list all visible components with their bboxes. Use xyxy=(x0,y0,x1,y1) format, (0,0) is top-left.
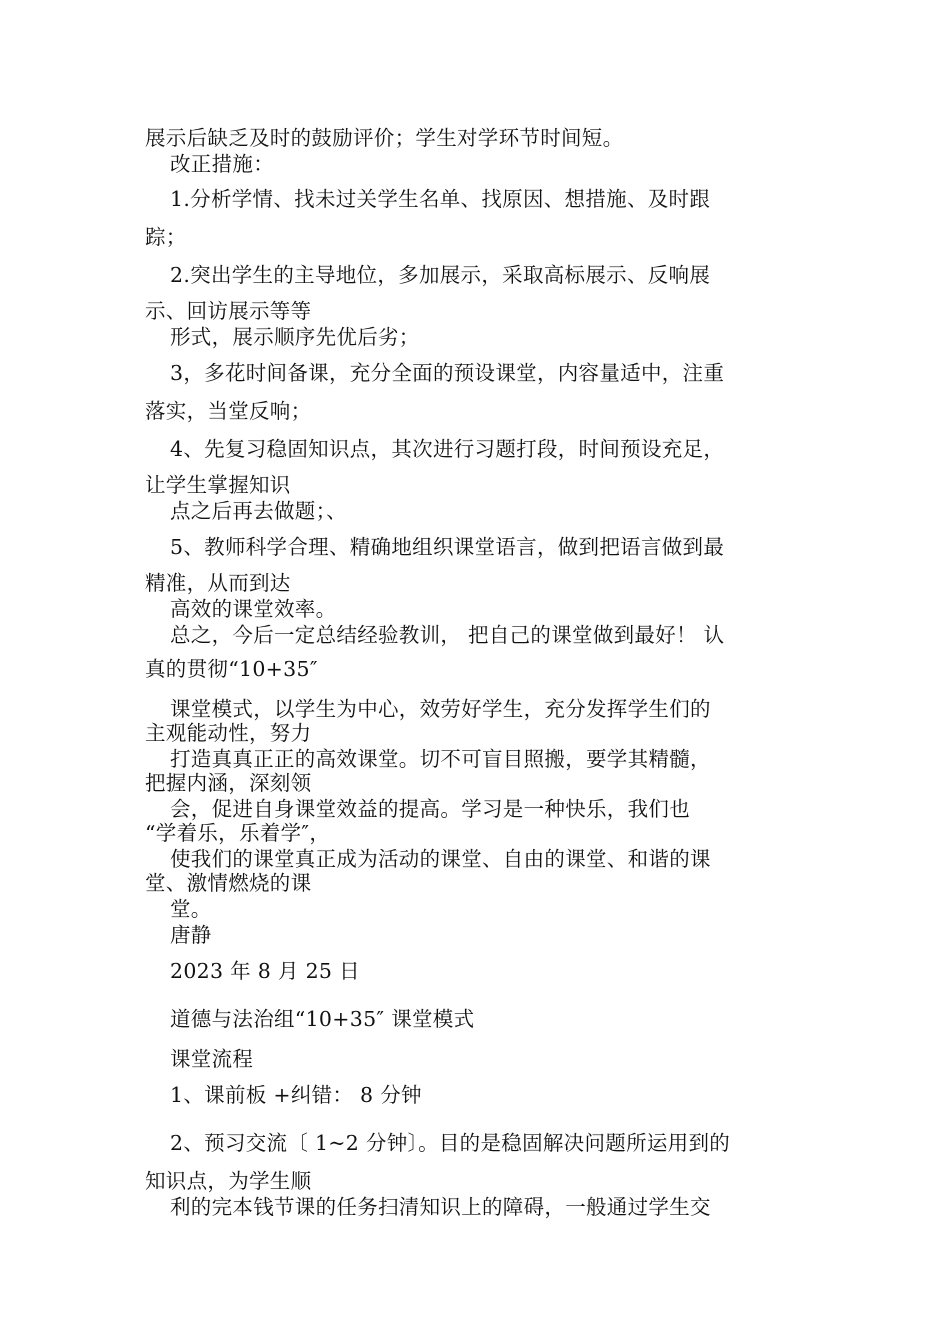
text-line: 2、预习交流〔 1~2 分钟〕。目的是稳固解决问题所运用到的 xyxy=(170,1131,731,1155)
text-line: 示、回访展示等等 xyxy=(145,299,312,323)
text-line: 主观能动性，努力 xyxy=(145,721,312,745)
text-line: 改正措施： xyxy=(170,152,274,176)
text-line: 高效的课堂效率。 xyxy=(170,597,337,621)
text-line: 2.突出学生的主导地位，多加展示，采取高标展示、反响展 xyxy=(170,263,711,287)
section-subtitle: 课堂流程 xyxy=(170,1047,254,1071)
text-line: 精准，从而到达 xyxy=(145,571,291,595)
text-line: 3，多花时间备课，充分全面的预设课堂，内容量适中，注重 xyxy=(170,361,725,385)
text-line: 堂、激情燃烧的课 xyxy=(145,871,312,895)
text-line: 4、先复习稳固知识点，其次进行习题打段，时间预设充足， xyxy=(170,437,725,461)
text-line: 堂。 xyxy=(170,897,212,921)
text-line: 展示后缺乏及时的鼓励评价；学生对学环节时间短。 xyxy=(145,126,624,150)
text-line: 踪； xyxy=(145,225,187,249)
text-line: 打造真真正正的高效课堂。切不可盲目照搬，要学其精髓， xyxy=(170,747,711,771)
text-line: 5、教师科学合理、精确地组织课堂语言，做到把语言做到最 xyxy=(170,535,725,559)
text-line: 课堂模式，以学生为中心，效劳好学生，充分发挥学生们的 xyxy=(170,697,711,721)
text-line: 使我们的课堂真正成为活动的课堂、自由的课堂、和谐的课 xyxy=(170,847,711,871)
text-line: 总之，今后一定总结经验教训， 把自己的课堂做到最好！ 认 xyxy=(170,623,725,647)
text-line: 利的完本钱节课的任务扫清知识上的障碍，一般通过学生交 xyxy=(170,1195,711,1219)
text-line: 1.分析学情、找未过关学生名单、找原因、想措施、及时跟 xyxy=(170,187,711,211)
section-title: 道德与法治组“10+35″ 课堂模式 xyxy=(170,1007,475,1031)
signature-date: 2023 年 8 月 25 日 xyxy=(170,959,360,983)
text-line: 让学生掌握知识 xyxy=(145,473,291,497)
text-line: 1、课前板 +纠错： 8 分钟 xyxy=(170,1083,422,1107)
text-line: 落实，当堂反响； xyxy=(145,399,312,423)
text-line: 真的贯彻“10+35″ xyxy=(145,657,318,681)
text-line: 点之后再去做题；、 xyxy=(170,499,347,523)
text-line: 知识点，为学生顺 xyxy=(145,1169,312,1193)
text-line: 形式，展示顺序先优后劣； xyxy=(170,325,420,349)
signature-name: 唐静 xyxy=(170,923,212,947)
text-line: “学着乐，乐着学″， xyxy=(145,821,331,845)
text-line: 会，促进自身课堂效益的提高。学习是一种快乐，我们也 xyxy=(170,797,690,821)
text-line: 把握内涵，深刻领 xyxy=(145,771,312,795)
